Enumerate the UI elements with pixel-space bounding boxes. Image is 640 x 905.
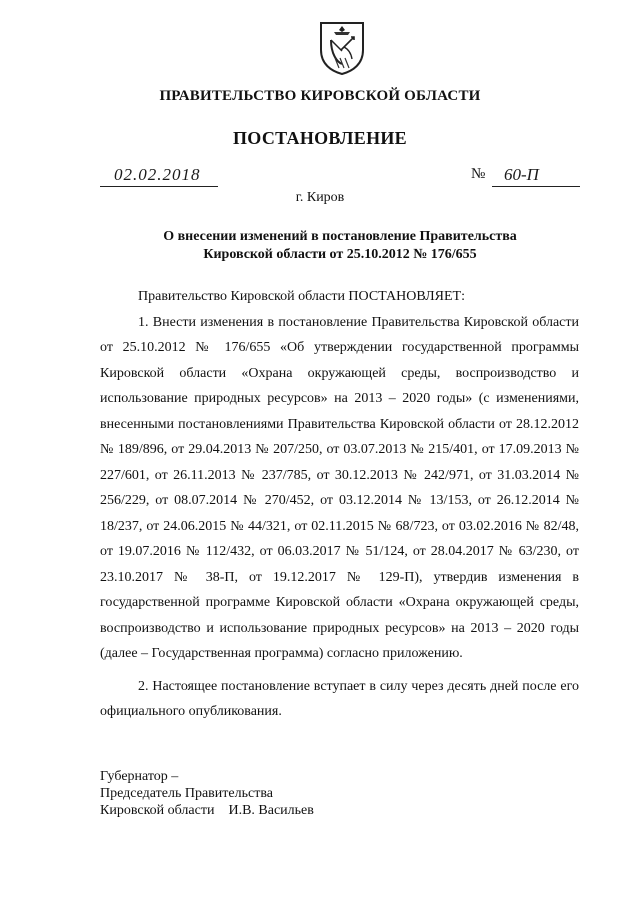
subject-line: Кировской области от 25.10.2012 № 176/655 [203,247,477,262]
number-label: № [471,166,486,182]
document-number: 60-П [504,165,539,184]
signature-line [100,802,540,819]
signer-name: И.В. Васильев [228,803,314,818]
number-field [492,164,580,187]
document-subject [120,228,560,264]
preamble: Правительство Кировской области ПОСТАНОВЛЯЕТ: [138,289,465,304]
paragraph-item-1: 1. Внести изменения в постановление Правительства Кировской области от 25.10.2012 № 176/655 «Об утверждении государственной программы Кировской области «Охрана окружающей среды, воспроизводство и использование природных ресурсов» на 2013 – 2020 годы» (с изменениями, внесенными постановлениями Правительства Кировской области от 28.12.2012 № 189/896, от 29.04.2013 № 207/250, от 03.07.2013 № 215/401, от 17.09.2013 № 227/601, от 26.11.2013 № 237/785, от 30.12.2013 № 242/971, от 31.03.2014 № 256/229, от 08.07.2014 № 270/452, от 03.12.2014 № 13/153, от 26.12.2014 № 18/237, от 24.06.2015 № 44/321, от 02.11.2015 № 68/723, от 03.02.2016 № 82/48, от 19.07.2016 № 112/432, от 06.03.2017 № 51/124, от 28.04.2017 № 63/230, от 23.10.2017 № 38-П, от 19.12.2017 № 129-П), утвердив изменения в государственной программе Кировской области «Охрана окружающей среды, воспроизводство и использование природных ресурсов» на 2013 – 2020 годы (далее – Государственная программа) согласно приложению. [100,314,579,661]
signature-block [100,768,540,819]
document-date: 02.02.2018 [114,165,201,184]
document-body [100,284,579,725]
signature-org: Кировской области [100,803,215,818]
subject-line: О внесении изменений в постановление Правительства [163,229,517,244]
paragraph-item-2: 2. Настоящее постановление вступает в силу через десять дней после его официального опубликования. [100,678,579,719]
city: г. Киров [295,190,345,205]
coat-of-arms-icon [317,20,367,76]
document-type: ПОСТАНОВЛЕНИЕ [233,128,407,148]
government-title: ПРАВИТЕЛЬСТВО КИРОВСКОЙ ОБЛАСТИ [159,88,481,104]
date-field [100,164,218,187]
signature-position: Председатель Правительства [100,786,273,801]
signature-title: Губернатор – [100,769,179,784]
